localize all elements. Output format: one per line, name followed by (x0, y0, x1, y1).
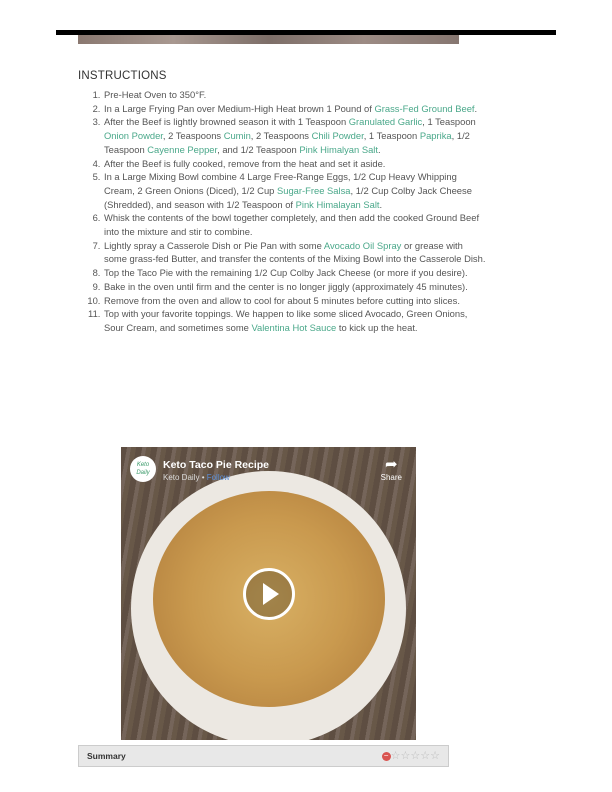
instructions-list (78, 88, 487, 335)
step-text: , 1/2 Cup Colby Jack Cheese (Shredded), and season with 1/2 Teaspoon of (104, 184, 472, 210)
step-text: to kick up the heat. (336, 321, 418, 333)
share-button[interactable] (381, 457, 402, 482)
step-text: After the Beef is fully cooked, remove from the heat and set it aside. (104, 157, 386, 169)
star-icon[interactable]: ☆ (420, 750, 431, 762)
ingredient-link[interactable]: Paprika (419, 130, 452, 142)
ingredient-link[interactable]: Cumin (223, 130, 251, 142)
ingredient-link[interactable]: Cayenne Pepper (147, 143, 218, 155)
step-text: , 1 Teaspoon (363, 130, 420, 142)
ingredient-link[interactable]: Sugar-Free Salsa (277, 184, 351, 196)
clear-rating-icon[interactable]: − (382, 752, 391, 761)
separator: • (199, 473, 207, 482)
step-text: Lightly spray a Casserole Dish or Pie Pan with some (104, 239, 324, 251)
instruction-step (103, 280, 487, 294)
play-button[interactable] (243, 568, 295, 620)
summary-bar (78, 745, 449, 767)
ingredient-link[interactable]: Pink Himalyan Salt (299, 143, 378, 155)
channel-logo[interactable] (130, 456, 156, 482)
star-icon[interactable]: ☆ (410, 750, 421, 762)
header-image-bottom (78, 35, 459, 44)
share-label: Share (380, 473, 402, 482)
instruction-step (103, 307, 487, 334)
step-text: Top with your favorite toppings. We happen to like some sliced Avocado, Green Onions, Sour Cream, and sometimes some (104, 308, 468, 333)
step-text: , 1 Teaspoon (422, 116, 476, 128)
ingredient-link[interactable]: Grass-Fed Ground Beef (374, 102, 475, 114)
instruction-step (103, 115, 487, 156)
instruction-step (103, 294, 487, 308)
step-text: After the Beef is lightly browned season it with 1 Teaspoon (104, 116, 349, 128)
instruction-step (103, 88, 487, 102)
ingredient-link[interactable]: Valentina Hot Sauce (251, 321, 337, 333)
channel-logo-text: Keto Daily (136, 462, 150, 476)
video-player[interactable] (121, 447, 416, 740)
star-icon[interactable]: ☆ (430, 750, 440, 762)
instruction-step (103, 157, 487, 171)
step-text: . (379, 198, 383, 210)
instruction-step (103, 170, 487, 211)
step-text: , 1/2 Teaspoon (104, 130, 470, 155)
ingredient-link[interactable]: Avocado Oil Spray (323, 239, 402, 251)
ingredient-link[interactable]: Onion Powder (104, 130, 163, 142)
video-subtitle (163, 473, 230, 482)
follow-link[interactable]: Follow (206, 473, 230, 482)
step-text: . (474, 102, 478, 114)
step-text: Whisk the contents of the bowl together completely, and then add the cooked Ground Beef into the mixture and stir to combine. (104, 212, 480, 238)
summary-label: Summary (87, 751, 126, 761)
step-text: , and 1/2 Teaspoon (217, 143, 300, 155)
step-text: Pre-Heat Oven to 350°F. (104, 89, 207, 100)
star-icon[interactable]: ☆ (400, 750, 411, 762)
instructions-heading: INSTRUCTIONS (78, 70, 167, 82)
step-text: , 2 Teaspoons (250, 130, 312, 142)
instruction-step (103, 102, 487, 116)
step-text: In a Large Mixing Bowl combine 4 Large Free-Range Eggs, 1/2 Cup Heavy Whipping Cream, 2 Green Onions (Diced), 1/2 Cup (104, 171, 457, 196)
step-text: . (378, 143, 381, 155)
star-rating[interactable] (382, 749, 440, 762)
step-text: Remove from the oven and allow to cool for about 5 minutes before cutting into slices. (104, 294, 460, 306)
ingredient-link[interactable]: Pink Himalayan Salt (295, 198, 380, 210)
instruction-step (103, 211, 487, 238)
step-text: Bake in the oven until firm and the center is no longer jiggly (approximately 45 minutes). (104, 280, 468, 292)
step-text: , 2 Teaspoons (162, 130, 224, 142)
channel-name[interactable]: Keto Daily (163, 473, 200, 482)
step-text: Top the Taco Pie with the remaining 1/2 Cup Colby Jack Cheese (or more if you desire). (104, 267, 468, 279)
ingredient-link[interactable]: Chili Powder (311, 130, 364, 142)
star-icon[interactable]: ☆ (390, 750, 401, 762)
ingredient-link[interactable]: Granulated Garlic (348, 116, 423, 128)
step-text: or grease with some grass-fed Butter, and transfer the contents of the Mixing Bowl into the Casserole Dish. (104, 239, 486, 265)
video-title[interactable]: Keto Taco Pie Recipe (163, 459, 270, 471)
share-arrow-icon: ➦ (385, 456, 398, 473)
step-text: In a Large Frying Pan over Medium-High Heat brown 1 Pound of (104, 102, 375, 114)
instruction-step (103, 266, 487, 280)
instruction-step (103, 239, 487, 266)
